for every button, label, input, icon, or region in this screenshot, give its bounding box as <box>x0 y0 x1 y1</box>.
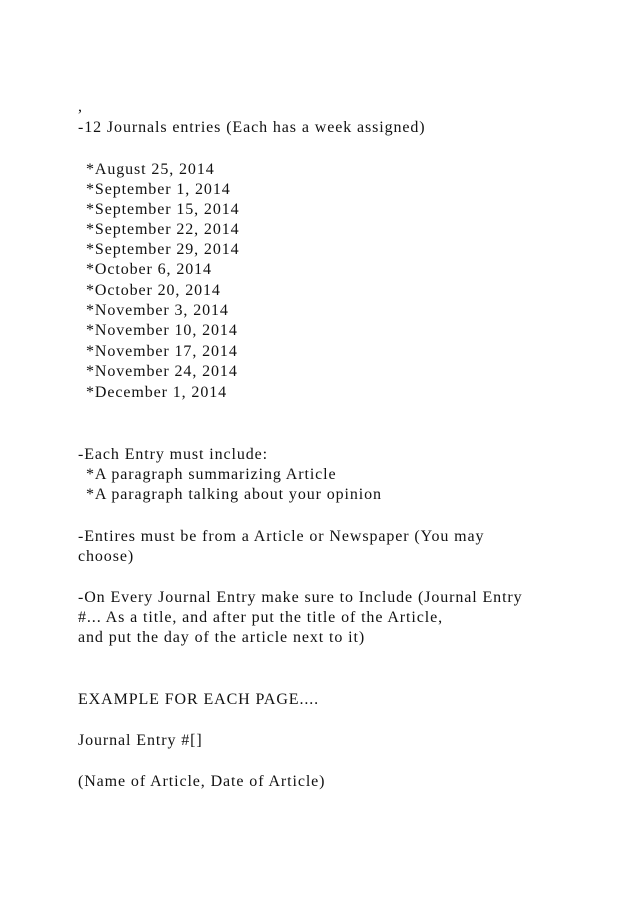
example-article-name: (Name of Article, Date of Article) <box>78 773 326 790</box>
date-item: *September 29, 2014 <box>86 241 240 258</box>
date-item: *September 22, 2014 <box>86 221 240 238</box>
source-rule-line: choose) <box>78 548 135 565</box>
date-item: *October 6, 2014 <box>86 261 212 278</box>
include-item: *A paragraph summarizing Article <box>86 466 337 483</box>
example-entry-title: Journal Entry #[] <box>78 732 203 749</box>
date-item: *September 1, 2014 <box>86 181 231 198</box>
date-item: *September 15, 2014 <box>86 201 240 218</box>
title-rule-line: -On Every Journal Entry make sure to Include (Journal Entry <box>78 589 523 606</box>
date-item: *August 25, 2014 <box>86 161 215 178</box>
date-item: *November 17, 2014 <box>86 343 238 360</box>
intro-line: -12 Journals entries (Each has a week assigned) <box>78 119 426 136</box>
date-item: *October 20, 2014 <box>86 282 221 299</box>
date-item: *November 24, 2014 <box>86 363 238 380</box>
date-item: *November 3, 2014 <box>86 302 229 319</box>
include-item: *A paragraph talking about your opinion <box>86 486 382 503</box>
title-rule-line: #... As a title, and after put the title of the Article, <box>78 609 443 626</box>
date-item: *December 1, 2014 <box>86 384 228 401</box>
include-heading: -Each Entry must include: <box>78 446 269 463</box>
stray-mark: , <box>78 98 83 115</box>
title-rule-line: and put the day of the article next to it) <box>78 629 366 646</box>
example-heading: EXAMPLE FOR EACH PAGE.... <box>78 691 320 708</box>
date-item: *November 10, 2014 <box>86 322 238 339</box>
source-rule-line: -Entires must be from a Article or Newspaper (You may <box>78 528 485 545</box>
